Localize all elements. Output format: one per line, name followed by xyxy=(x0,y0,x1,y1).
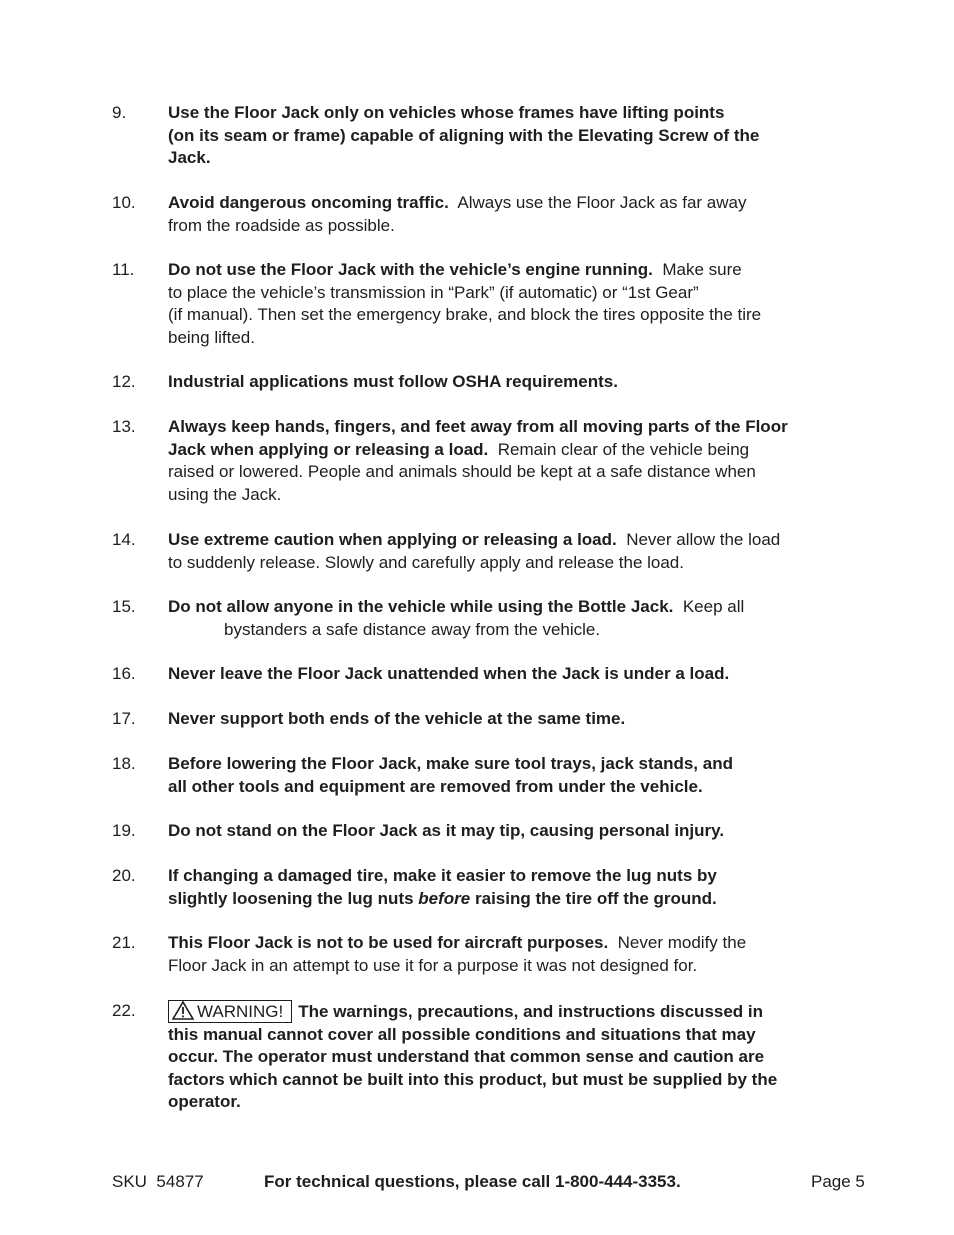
list-item xyxy=(112,371,852,394)
item-number: 15. xyxy=(112,597,136,616)
item-number: 10. xyxy=(112,193,136,212)
sku-number: 54877 xyxy=(156,1172,204,1191)
item-text: Never support both ends of the vehicle at the same time. xyxy=(168,709,626,728)
item-text: Use extreme caution when applying or releasing a load. Never allow the load to suddenly release. Slowly and carefully apply and release the load. xyxy=(168,530,781,572)
list-item xyxy=(112,1000,852,1114)
list-item xyxy=(112,820,852,843)
item-text: WARNING! The warnings, precautions, and instructions discussed in this manual cannot cover all possible conditions and situations that may occur. The operator must understand that common sense and caution are factors which cannot be built into this product, but must be supplied by the operator. xyxy=(168,1002,778,1111)
list-item xyxy=(112,932,852,977)
item-text: Before lowering the Floor Jack, make sure tool trays, jack stands, and all other tools and equipment are removed from under the vehicle. xyxy=(168,754,733,796)
item-number: 18. xyxy=(112,754,136,773)
list-item xyxy=(112,259,852,349)
page-number: Page 5 xyxy=(811,1172,865,1191)
list-item xyxy=(112,529,852,574)
footer-sku: SKU 54877 xyxy=(112,1172,204,1191)
list-item xyxy=(112,753,852,798)
list-item xyxy=(112,865,852,910)
item-number: 16. xyxy=(112,664,136,683)
list-item xyxy=(112,102,852,170)
footer-contact: For technical questions, please call 1-800-444-3353. xyxy=(264,1172,681,1191)
item-text: Never leave the Floor Jack unattended when the Jack is under a load. xyxy=(168,664,730,683)
list-item xyxy=(112,708,852,731)
emphasis-before: before xyxy=(418,888,471,908)
item-number: 20. xyxy=(112,866,136,885)
warning-label: WARNING! xyxy=(168,1000,292,1023)
item-number: 9. xyxy=(112,103,127,122)
item-number: 17. xyxy=(112,709,136,728)
item-number: 11. xyxy=(112,260,135,279)
list-item xyxy=(112,596,852,641)
item-text: Industrial applications must follow OSHA requirements. xyxy=(168,372,618,391)
item-number: 21. xyxy=(112,933,136,952)
item-text: Avoid dangerous oncoming traffic. Always use the Floor Jack as far away from the roadside as possible. xyxy=(168,193,747,235)
item-number: 14. xyxy=(112,530,136,549)
item-number: 12. xyxy=(112,372,136,391)
list-item xyxy=(112,192,852,237)
item-text: This Floor Jack is not to be used for aircraft purposes. Never modify the Floor Jack in an attempt to use it for a purpose it was not designed for. xyxy=(168,933,747,975)
item-number: 19. xyxy=(112,821,136,840)
warning-triangle-icon xyxy=(172,1001,194,1020)
list-item xyxy=(112,663,852,686)
item-number: 13. xyxy=(112,417,136,436)
item-number: 22. xyxy=(112,1001,136,1020)
item-text: Do not stand on the Floor Jack as it may tip, causing personal injury. xyxy=(168,821,725,840)
item-text: If changing a damaged tire, make it easier to remove the lug nuts by slightly loosening the lug nuts before raising the tire off the ground. xyxy=(168,866,717,908)
item-text: Do not allow anyone in the vehicle while using the Bottle Jack. Keep all bystanders a safe distance away from the vehicle. xyxy=(168,597,745,639)
item-text: Use the Floor Jack only on vehicles whose frames have lifting points (on its seam or frame) capable of aligning with the Elevating Screw of the Jack. xyxy=(168,103,760,167)
item-text: Do not use the Floor Jack with the vehicle’s engine running. Make sure to place the vehicle’s transmission in “Park” (if automatic) or “1st Gear” (if manual). Then set the emergency brake, and block the tires opposite the tire being lifted. xyxy=(168,260,762,347)
list-item xyxy=(112,416,852,506)
item-text: Always keep hands, fingers, and feet away from all moving parts of the Floor Jack when applying or releasing a load. Remain clear of the vehicle being raised or lowered. People and animals should be kept at a safe distance when using the Jack. xyxy=(168,417,788,504)
